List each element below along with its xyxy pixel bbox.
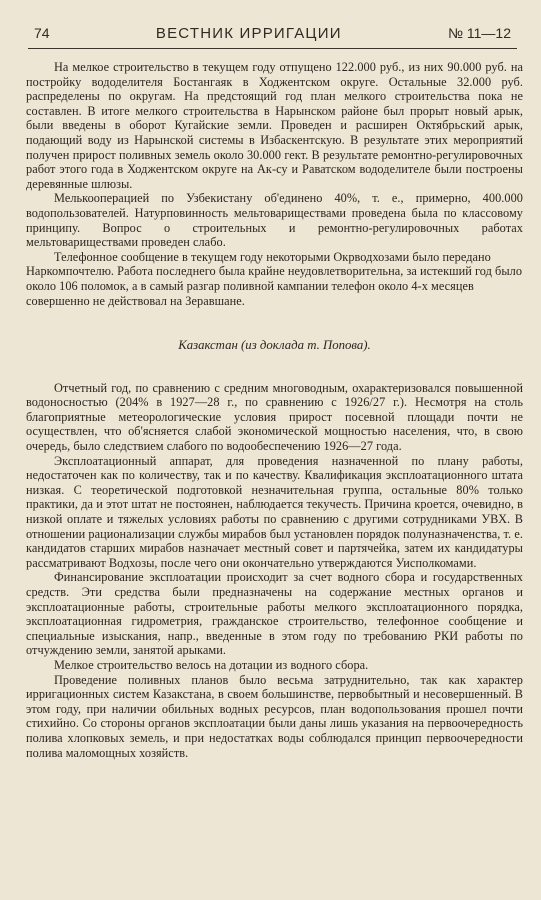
page-number: 74 bbox=[34, 25, 50, 41]
paragraph: Мелкое строительство велось на дотации из водного сбора. bbox=[54, 657, 369, 672]
paragraph: Отчетный год, по сравнению с средним многоводным, охарактеризовался повышенной водоносностью (204% в 1927—28 г., по сравнению с 1926/27 г.). Несмотря на столь благоприятные метеорологические условия прирост посевной площади почти не осуществлен, что об'ясняется слабой экономической мощностью населения, что, в свою очередь, было следствием слабого по водообеспечению 1926—27 года. bbox=[26, 380, 523, 454]
paragraph: Финансирование эксплоатации происходит за счет водного сбора и государственных средств. Эти средства были предназначены на содержание местных органов и эксплоатационные работы, строительные работы мелкого эксплоатационного порядка, эксплоатационная гидрометрия, гражданское строительство, телефонное сообщение и специальные изыскания, напр., введенные в этом году по требованию РКИ работы по отчуждению земли, занятой арыками. bbox=[26, 570, 523, 658]
journal-title: ВЕСТНИК ИРРИГАЦИИ bbox=[155, 25, 342, 42]
section-title: Казакстан (из доклада т. Попова). bbox=[178, 338, 371, 353]
paragraph: Эксплоатационный аппарат, для проведения назначенной по плану работы, недостаточен как по количеству, так и по качеству. Квалификация эксплоатационного штата низкая. С теоретической подготовкой незначительная группа, остальные 80% только практики, да и этот штат не постоянен, наблюдается текучесть. Причина кроется, очевидно, в низкой оплате и тяжелых условиях работы по сравнению с другими сотрудниками УВХ. В отношении рационализации службы мирабов был установлен порядок полуназначенства, т. е. кандидатов старших мирабов назначает местный совет и партячейка, затем их кандидатуры рассматривают Водхозы, после чего они окончательно утверждаются Уисполкомами. bbox=[26, 453, 523, 570]
paragraph: Проведение поливных планов было весьма затруднительно, так как характер ирригационных систем Казакстана, в своем большинстве, первобытный и несовершенный. В этом году, при наличии обильных водных ресурсов, план водопользования прошел почти стихийно. Со стороны органов эксплоатации были даны лишь указания на первоочередность полива хлопковых земель, и при недостатках воды соблюдался принцип первоочередности полива маломощных хозяйств. bbox=[26, 672, 523, 760]
paragraph: Телефонное сообщение в текущем году некоторыми Окрводхозами было передано Наркомпочтелю. Работа последнего была крайне неудовлетворительна, за истекший год было около 106 поломок, а в самый разгар поливной кампании телефон около 4-х месяцев совершенно не действовал на Зеравшане. bbox=[26, 249, 523, 308]
paragraph: На мелкое строительство в текущем году отпущено 122.000 руб., из них 90.000 руб. на постройку вододелителя Бостангаяк в Ходжентском округе. Остальные 32.000 руб. распределены по округам. На предстоящий год план мелкого строительства пока не составлен. В итоге мелкого строительства в Нарынском районе был прорыт новый арык, были введены в оборот Кугайские земли. Проведен и расширен Октябрьский арык, подающий воду из Нарынской системы в Избаскентскую. В результате этих мероприятий получен прирост поливных земель около 30.000 гект. В результате ремонтно-регулировочных работ этого года в Ходжентском округе на Ак-су и Раватском вододелителе были построены деревянные шлюзы. bbox=[26, 60, 523, 191]
paragraph: Мелькооперацией по Узбекистану об'единено 40%, т. е., примерно, 400.000 водопользователей. Натурповинность мельтовариществами проведена была по классовому принципу. Вопрос о строительных и ремонтно-регулировочных работах мельтовариществами проведен слабо. bbox=[26, 191, 523, 250]
article-body bbox=[26, 60, 523, 760]
header-rule bbox=[28, 48, 517, 49]
issue-number: № 11—12 bbox=[447, 25, 511, 41]
page-header bbox=[34, 25, 511, 45]
